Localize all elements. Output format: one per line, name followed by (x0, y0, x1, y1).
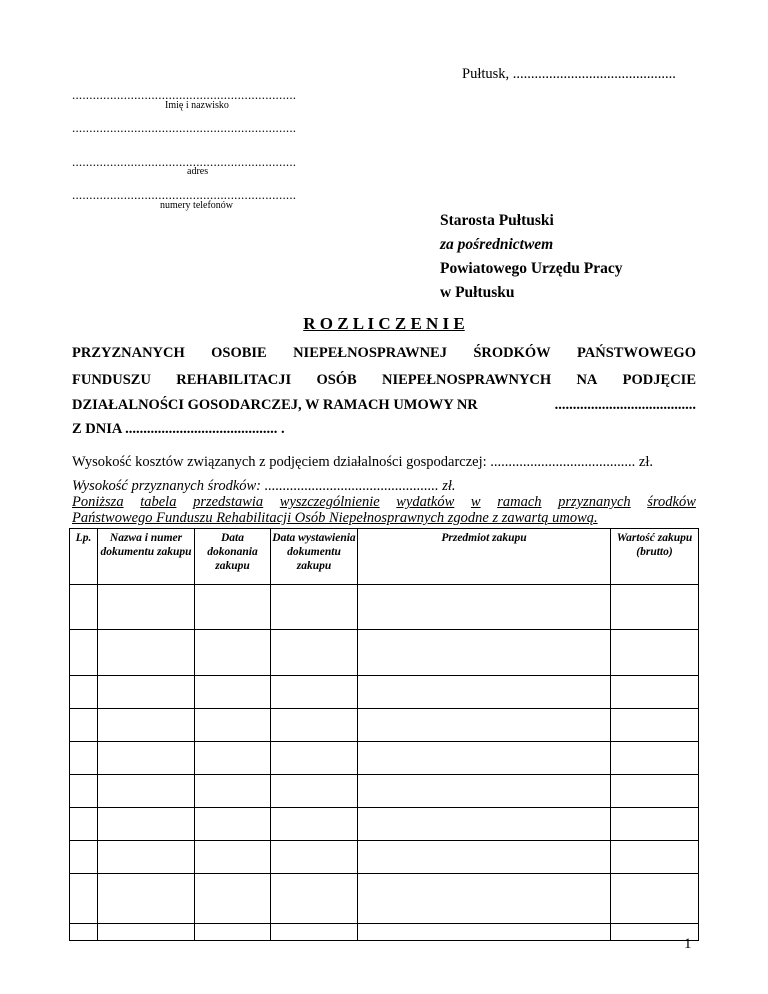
table-cell[interactable] (611, 874, 699, 924)
table-cell[interactable] (70, 709, 98, 742)
table-cell[interactable] (70, 924, 98, 941)
intro-word: ŚRODKÓW (473, 345, 551, 361)
name-line: ................................................................. (72, 87, 297, 102)
document-title: R O Z L I C Z E N I E (303, 314, 465, 333)
header-document-name: Nazwa i numer dokumentu zakupu (98, 529, 195, 585)
note-word: przyznanych (558, 494, 631, 510)
note-word: ramach (497, 494, 542, 510)
contract-label: DZIAŁALNOŚCI GOSODARCZEJ, W RAMACH UMOWY NR (72, 397, 478, 413)
place-date: Pułtusk, ............................................. (462, 66, 676, 82)
table-cell[interactable] (98, 924, 195, 941)
table-cell[interactable] (271, 742, 358, 775)
table-cell[interactable] (98, 630, 195, 676)
table-row (70, 676, 699, 709)
table-cell[interactable] (358, 808, 611, 841)
table-row (70, 742, 699, 775)
table-cell[interactable] (271, 676, 358, 709)
table-cell[interactable] (358, 924, 611, 941)
intro-word: OSÓB (316, 372, 357, 388)
table-cell[interactable] (70, 585, 98, 630)
table-cell[interactable] (611, 709, 699, 742)
table-cell[interactable] (271, 874, 358, 924)
table-row (70, 775, 699, 808)
table-cell[interactable] (98, 874, 195, 924)
table-note-line-1 (72, 494, 696, 511)
table-cell[interactable] (358, 841, 611, 874)
table-cell[interactable] (271, 709, 358, 742)
table-cell[interactable] (70, 676, 98, 709)
table-cell[interactable] (358, 585, 611, 630)
costs-line: Wysokość kosztów związanych z podjęciem działalności gospodarczej: ........................................ zł. (72, 454, 653, 470)
intro-word: NA (576, 372, 598, 388)
header-value: Wartość zakupu (brutto) (611, 529, 699, 585)
intro-word: PODJĘCIE (622, 372, 696, 388)
table-cell[interactable] (70, 808, 98, 841)
table-cell[interactable] (195, 924, 271, 941)
intro-word: PRZYZNANYCH (72, 345, 185, 361)
table-cell[interactable] (611, 808, 699, 841)
table-row (70, 709, 699, 742)
table-cell[interactable] (358, 676, 611, 709)
table-cell[interactable] (98, 841, 195, 874)
addressee-line-2: za pośrednictwem (440, 236, 554, 253)
table-row (70, 808, 699, 841)
contract-date-line: Z DNIA .......................................... . (72, 421, 285, 437)
table-cell[interactable] (358, 874, 611, 924)
table-cell[interactable] (611, 742, 699, 775)
phone-line: ................................................................. (72, 187, 297, 202)
table-cell[interactable] (195, 808, 271, 841)
note-word: przedstawia (193, 494, 264, 510)
granted-line: Wysokość przyznanych środków: ................................................ zł. (72, 478, 456, 494)
table-cell[interactable] (358, 742, 611, 775)
table-cell[interactable] (611, 585, 699, 630)
table-row (70, 924, 699, 941)
table-cell[interactable] (195, 841, 271, 874)
header-lp: Lp. (70, 529, 98, 585)
table-cell[interactable] (70, 742, 98, 775)
address-line-2: ................................................................. (72, 154, 297, 169)
note-word: w (470, 494, 481, 510)
table-cell[interactable] (98, 676, 195, 709)
addressee-line-4: w Pułtusku (440, 284, 515, 301)
table-cell[interactable] (271, 924, 358, 941)
intro-line-1 (72, 339, 696, 368)
intro-word: PAŃSTWOWEGO (577, 345, 696, 361)
expenses-table (69, 528, 699, 941)
table-cell[interactable] (70, 874, 98, 924)
table-cell[interactable] (195, 874, 271, 924)
table-cell[interactable] (611, 630, 699, 676)
table-cell[interactable] (98, 742, 195, 775)
note-word: Poniższa (72, 494, 124, 510)
note-word: środków (647, 494, 696, 510)
header-issue-date: Data wystawienia dokumentu zakupu (271, 529, 358, 585)
table-cell[interactable] (98, 775, 195, 808)
address-line-1: ................................................................. (72, 120, 297, 135)
table-cell[interactable] (195, 775, 271, 808)
table-cell[interactable] (611, 841, 699, 874)
table-cell[interactable] (70, 775, 98, 808)
note-word: tabela (140, 494, 177, 510)
intro-word: OSOBIE (211, 345, 267, 361)
table-cell[interactable] (98, 808, 195, 841)
header-purchase-date: Data dokonania zakupu (195, 529, 271, 585)
table-cell[interactable] (195, 709, 271, 742)
note-word: wydatków (396, 494, 455, 510)
phone-label: numery telefonów (160, 200, 234, 211)
table-row (70, 874, 699, 924)
table-cell[interactable] (271, 808, 358, 841)
note-word: wyszczególnienie (279, 494, 380, 510)
table-cell[interactable] (98, 709, 195, 742)
header-subject: Przedmiot zakupu (358, 529, 611, 585)
contract-number-line: ....................................... (554, 397, 696, 413)
intro-word: NIEPEŁNOSPRAWNYCH (382, 372, 552, 388)
table-row (70, 585, 699, 630)
address-label: adres (187, 166, 209, 177)
table-cell[interactable] (358, 775, 611, 808)
table-cell[interactable] (271, 585, 358, 630)
table-cell[interactable] (70, 630, 98, 676)
table-cell[interactable] (271, 841, 358, 874)
table-header-row (70, 529, 699, 585)
table-cell[interactable] (358, 630, 611, 676)
intro-word: NIEPEŁNOSPRAWNEJ (293, 345, 447, 361)
table-cell[interactable] (611, 676, 699, 709)
table-row (70, 841, 699, 874)
table-cell[interactable] (611, 775, 699, 808)
table-cell[interactable] (195, 585, 271, 630)
table-row (70, 630, 699, 676)
table-cell[interactable] (98, 585, 195, 630)
intro-word: REHABILITACJI (176, 372, 292, 388)
table-cell[interactable] (195, 676, 271, 709)
name-label: Imię i nazwisko (165, 100, 229, 111)
page-number: 1 (684, 936, 692, 952)
table-note-line-2: Państwowego Funduszu Rehabilitacji Osób Niepełnosprawnych zgodne z zawartą umową. (72, 510, 598, 526)
table-cell[interactable] (195, 630, 271, 676)
table-cell[interactable] (271, 630, 358, 676)
table-cell[interactable] (358, 709, 611, 742)
intro-word: FUNDUSZU (72, 372, 151, 388)
table-cell[interactable] (271, 775, 358, 808)
table-cell[interactable] (195, 742, 271, 775)
table-cell[interactable] (70, 841, 98, 874)
addressee-line-3: Powiatowego Urzędu Pracy (440, 260, 623, 277)
addressee-line-1: Starosta Pułtuski (440, 212, 554, 229)
